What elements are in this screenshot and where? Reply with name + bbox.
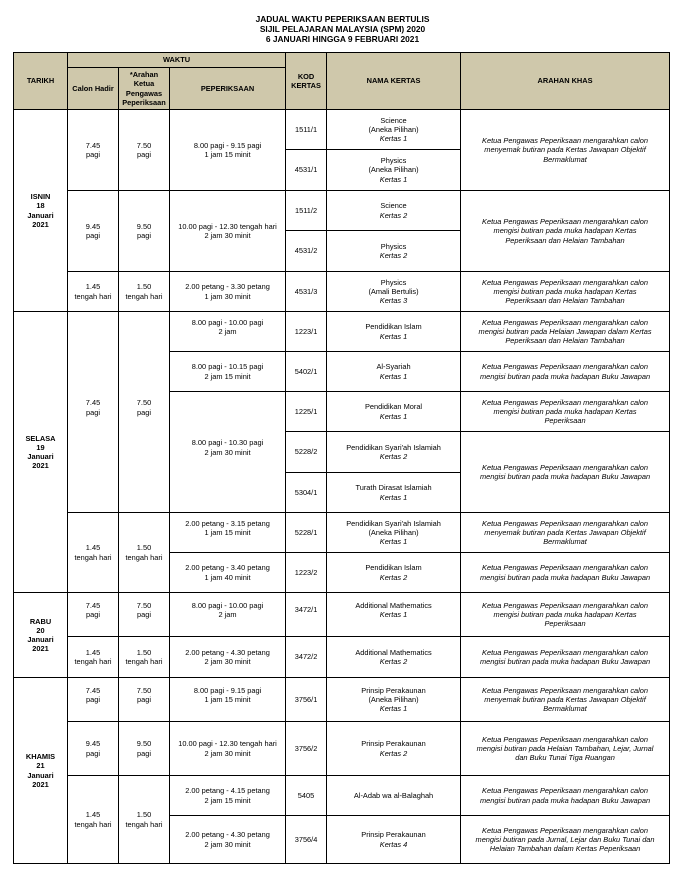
paper-code: 4531/2 — [286, 231, 327, 272]
session-duration: 2 jam 30 minit — [204, 748, 251, 758]
day-name: SELASA — [25, 433, 56, 443]
instruction-line: Bermaklumat — [543, 154, 587, 164]
paper-name-cell — [327, 110, 461, 150]
time-value: 1.45 — [85, 282, 101, 292]
paper-name-cell — [327, 272, 461, 312]
instruction-line: mengisi butiran pada Jurnal, Lejar dan Buku Tunai dan — [475, 834, 655, 844]
paper-name-cell — [327, 637, 461, 678]
paper-code — [286, 593, 327, 637]
day-cell-selasa — [14, 312, 68, 593]
session-range: 2.00 petang - 4.15 petang — [185, 786, 270, 796]
exam-session-cell — [170, 191, 286, 272]
instruction-line: Ketua Pengawas Peperiksaan mengarahkan calon — [482, 825, 649, 835]
instruction-line: mengisi butiran pada muka hadapan Buku Jawapan — [479, 472, 651, 481]
paper-name-note: (Amali Bertulis) — [368, 286, 419, 296]
col-header-arahan-ketua — [119, 68, 170, 110]
paper-number: Kertas 2 — [379, 251, 408, 260]
table-row — [14, 637, 670, 678]
arahan-ketua-cell — [119, 637, 170, 678]
calon-hadir-cell — [68, 776, 119, 864]
session-duration: 1 jam 15 minit — [204, 695, 251, 704]
table-row — [14, 312, 670, 352]
paper-code: 5304/1 — [286, 473, 327, 513]
time-value: 1.45 — [85, 543, 101, 553]
time-period: tengah hari — [125, 552, 163, 562]
paper-number: Kertas 1 — [379, 704, 408, 714]
instruction-line: menyemak butiran pada Kertas Jawapan Objektif — [484, 527, 646, 537]
paper-name-cell — [327, 150, 461, 191]
arahan-ketua-cell — [119, 191, 170, 272]
time-period: pagi — [137, 695, 151, 704]
paper-code: 3756/4 — [286, 816, 327, 864]
col-header-calon-hadir: Calon Hadir — [68, 68, 119, 110]
session-duration: 2 jam — [218, 327, 237, 336]
session-range: 2.00 petang - 4.30 petang — [185, 647, 270, 657]
paper-code: 1225/1 — [286, 392, 327, 432]
paper-name: Additional Mathematics — [355, 647, 432, 657]
paper-name: Prinsip Perakaunan — [361, 830, 426, 840]
paper-number: Kertas 1 — [379, 371, 408, 381]
paper-name-cell — [327, 231, 461, 272]
time-value: 9.50 — [136, 221, 152, 231]
instruction-cell — [461, 272, 670, 312]
paper-name-note: (Aneka Pilihan) — [368, 165, 419, 175]
instruction-line: Ketua Pengawas Peperiksaan mengarahkan calon — [482, 462, 649, 472]
paper-name: Pendidikan Islam — [365, 322, 422, 332]
time-value: 7.45 — [85, 600, 101, 610]
instruction-line: dan Buku Tunai Tiga Ruangan — [515, 753, 615, 763]
day-year: 2021 — [32, 219, 49, 229]
time-value: 1.50 — [136, 282, 152, 292]
arahan-ketua-cell — [119, 678, 170, 722]
session-range: 2.00 petang - 4.30 petang — [185, 830, 270, 840]
session-duration: 1 jam 30 minit — [204, 291, 251, 301]
paper-name-cell — [327, 191, 461, 231]
paper-name-cell — [327, 722, 461, 776]
time-value: 1.50 — [136, 647, 152, 657]
session-duration: 2 jam 15 minit — [204, 371, 251, 381]
paper-code-text: 3472/1 — [294, 605, 318, 615]
header-subtitle: SIJIL PELAJARAN MALAYSIA (SPM) 2020 — [259, 24, 426, 34]
calon-hadir-cell — [68, 110, 119, 191]
day-name: RABU — [29, 616, 52, 626]
calon-hadir-cell — [68, 191, 119, 272]
instruction-line: Ketua Pengawas Peperiksaan mengarahkan calon — [482, 136, 649, 146]
paper-name: Al-Adab wa al-Balaghah — [353, 790, 434, 800]
paper-name: Physics — [380, 156, 407, 166]
time-period: pagi — [86, 407, 100, 417]
paper-name-cell — [327, 312, 461, 352]
paper-code: 5405 — [286, 776, 327, 816]
exam-session-cell — [170, 637, 286, 678]
day-number: 18 — [36, 201, 45, 211]
instruction-line: Peperiksaan — [544, 619, 586, 629]
paper-name: Physics — [380, 241, 407, 251]
instruction-line: mengisi butiran pada muka hadapan Buku Jawapan — [479, 795, 651, 805]
instruction-line: Peperiksaan dan Helaian Tambahan — [505, 296, 625, 306]
exam-session-cell — [170, 593, 286, 637]
paper-name-cell — [327, 432, 461, 473]
instruction-line: Peperiksaan — [544, 416, 586, 426]
session-duration: 2 jam 30 minit — [204, 839, 251, 849]
instruction-line: Ketua Pengawas Peperiksaan mengarahkan calon — [482, 786, 649, 796]
time-value: 7.50 — [136, 398, 152, 408]
time-value: 1.45 — [85, 810, 101, 820]
document-header — [0, 14, 685, 44]
table-row — [14, 513, 670, 553]
time-period: tengah hari — [125, 819, 163, 829]
time-value: 1.50 — [136, 543, 152, 553]
time-value: 1.45 — [85, 647, 101, 657]
calon-hadir-cell — [68, 312, 119, 513]
day-cell-khamis — [14, 678, 68, 864]
time-period: pagi — [86, 610, 100, 619]
day-cell-rabu — [14, 593, 68, 678]
paper-code: 3756/2 — [286, 722, 327, 776]
paper-number: Kertas 2 — [379, 452, 408, 461]
session-duration: 1 jam 15 minit — [204, 528, 251, 537]
paper-name: Prinsip Perakaunan — [361, 685, 426, 695]
time-value: 9.50 — [136, 739, 152, 749]
instruction-line: mengisi butiran pada muka hadapan Buku Jawapan — [479, 371, 651, 381]
arahan-ketua-cell — [119, 593, 170, 637]
paper-number: Kertas 3 — [379, 296, 408, 306]
instruction-line: Ketua Pengawas Peperiksaan mengarahkan calon — [482, 647, 649, 657]
instruction-cell — [461, 392, 670, 432]
paper-name-note: (Aneka Pilihan) — [368, 694, 419, 704]
session-range: 8.00 pagi - 10.15 pagi — [191, 362, 264, 372]
time-value: 9.45 — [85, 739, 101, 749]
paper-code: 1223/2 — [286, 553, 327, 593]
col-header-arahan-khas: ARAHAN KHAS — [461, 53, 670, 110]
arahan-ketua-cell — [119, 776, 170, 864]
time-period: pagi — [86, 748, 100, 758]
time-period: pagi — [137, 610, 151, 619]
calon-hadir-cell — [68, 722, 119, 776]
instruction-cell — [461, 513, 670, 553]
col-header-peperiksaan: PEPERIKSAAN — [170, 68, 286, 110]
paper-number: Kertas 1 — [379, 174, 408, 184]
paper-code: 5228/1 — [286, 513, 327, 553]
day-number: 19 — [36, 442, 45, 452]
instruction-line: Ketua Pengawas Peperiksaan mengarahkan calon — [482, 518, 649, 528]
session-duration: 2 jam 30 minit — [204, 657, 251, 666]
paper-code: 5402/1 — [286, 352, 327, 392]
paper-number: Kertas 2 — [379, 748, 408, 758]
instruction-line: Ketua Pengawas Peperiksaan mengarahkan calon — [482, 362, 649, 372]
exam-session-cell — [170, 272, 286, 312]
calon-hadir-cell — [68, 513, 119, 593]
instruction-line: mengisi butiran pada Helaian Jawapan dalam Kertas — [478, 326, 652, 336]
session-range: 2.00 petang - 3.15 petang — [185, 518, 270, 528]
session-range: 8.00 pagi - 10.00 pagi — [191, 600, 264, 610]
time-period: pagi — [137, 231, 151, 240]
paper-name: Pendidikan Syari'ah Islamiah — [346, 518, 441, 528]
paper-name-cell — [327, 513, 461, 553]
instruction-line: mengisi butiran pada muka hadapan Kertas — [493, 609, 637, 619]
time-period: pagi — [137, 748, 151, 758]
col-header-arahan-ketua-line: Peperiksaan — [122, 97, 166, 107]
session-duration: 2 jam — [218, 610, 237, 619]
instruction-cell — [461, 432, 670, 513]
table-row — [14, 272, 670, 312]
day-name: KHAMIS — [25, 752, 56, 762]
day-month: Januari — [27, 210, 54, 220]
instruction-line: menyemak butiran pada Kertas Jawapan Objektif — [484, 694, 646, 704]
instruction-line: Ketua Pengawas Peperiksaan mengarahkan calon — [482, 600, 649, 610]
paper-code: 4531/3 — [286, 272, 327, 312]
paper-number: Kertas 1 — [379, 537, 408, 547]
session-range: 10.00 pagi - 12.30 tengah hari — [178, 221, 277, 231]
table-row — [14, 191, 670, 231]
time-period: pagi — [137, 150, 151, 159]
paper-code: 1511/1 — [286, 110, 327, 150]
session-duration: 1 jam 15 minit — [204, 150, 251, 159]
exam-session-cell — [170, 553, 286, 593]
paper-number: Kertas 1 — [379, 331, 408, 341]
paper-name-cell — [327, 776, 461, 816]
paper-name-cell — [327, 473, 461, 513]
arahan-ketua-cell — [119, 272, 170, 312]
exam-session-cell — [170, 816, 286, 864]
time-period: pagi — [86, 150, 100, 159]
col-header-arahan-ketua-line: *Arahan Ketua — [129, 70, 159, 89]
instruction-line: Ketua Pengawas Peperiksaan mengarahkan calon — [482, 317, 649, 327]
exam-session-cell — [170, 110, 286, 191]
paper-code: 3472/2 — [286, 637, 327, 678]
day-month: Januari — [27, 452, 54, 461]
session-range: 10.00 pagi - 12.30 tengah hari — [178, 739, 277, 749]
instruction-cell — [461, 352, 670, 392]
paper-number: Kertas 1 — [379, 411, 408, 421]
time-period: pagi — [86, 231, 100, 240]
instruction-cell — [461, 312, 670, 352]
time-value: 9.45 — [85, 221, 101, 231]
instruction-line: Bermaklumat — [543, 537, 587, 547]
session-range: 8.00 pagi - 10.00 pagi — [191, 317, 264, 327]
instruction-line: mengisi butiran pada muka hadapan Buku Jawapan — [479, 657, 651, 666]
paper-number: Kertas 2 — [379, 657, 408, 666]
instruction-cell — [461, 553, 670, 593]
exam-session-cell — [170, 776, 286, 816]
exam-session-cell — [170, 678, 286, 722]
paper-name: Pendidikan Syari'ah Islamiah — [346, 442, 441, 452]
session-duration: 1 jam 40 minit — [204, 572, 251, 582]
header-title: JADUAL WAKTU PEPERIKSAAN BERTULIS — [255, 14, 430, 24]
session-range: 8.00 pagi - 10.30 pagi — [191, 438, 264, 448]
paper-name: Turath Dirasat Islamiah — [355, 483, 432, 493]
col-header-kod-line: KOD — [297, 71, 315, 81]
day-month: Januari — [27, 635, 54, 644]
paper-name: Science — [380, 201, 407, 211]
col-header-kod-line: KERTAS — [291, 81, 321, 90]
instruction-line: Peperiksaan dan Helaian Tambahan — [505, 336, 625, 346]
session-duration: 2 jam 30 minit — [204, 447, 251, 457]
instruction-line: Bermaklumat — [543, 704, 587, 714]
time-period: pagi — [86, 695, 100, 704]
exam-session-cell — [170, 352, 286, 392]
day-cell-isnin — [14, 110, 68, 312]
instruction-line: menyemak butiran pada Kertas Jawapan Objektif — [484, 145, 646, 155]
instruction-line: mengisi butiran pada muka hadapan Kertas — [493, 406, 637, 416]
table-row — [14, 593, 670, 637]
instruction-line: mengisi butiran pada muka hadapan Kertas — [493, 286, 637, 296]
instruction-line: Ketua Pengawas Peperiksaan mengarahkan calon — [482, 734, 649, 744]
calon-hadir-cell — [68, 678, 119, 722]
paper-name: Science — [380, 115, 407, 125]
time-value: 7.50 — [136, 600, 152, 610]
paper-name: Al-Syariah — [376, 362, 411, 372]
arahan-ketua-cell — [119, 513, 170, 593]
col-header-kod — [286, 53, 327, 110]
arahan-ketua-cell — [119, 722, 170, 776]
session-range: 8.00 pagi - 9.15 pagi — [193, 140, 262, 150]
col-header-nama-kertas: NAMA KERTAS — [327, 53, 461, 110]
paper-name-cell — [327, 352, 461, 392]
paper-name-note: (Aneka Pilihan) — [368, 527, 419, 537]
paper-code: 1511/2 — [286, 191, 327, 231]
instruction-cell — [461, 776, 670, 816]
session-duration: 2 jam 30 minit — [204, 231, 251, 240]
col-header-arahan-ketua-line: Pengawas — [125, 88, 163, 98]
calon-hadir-cell — [68, 272, 119, 312]
paper-code: 4531/1 — [286, 150, 327, 191]
instruction-line: Ketua Pengawas Peperiksaan mengarahkan calon — [482, 397, 649, 407]
paper-number: Kertas 2 — [379, 572, 408, 582]
paper-number: Kertas 1 — [379, 492, 408, 502]
session-range: 2.00 petang - 3.30 petang — [185, 282, 270, 292]
time-value: 7.45 — [85, 398, 101, 408]
header-date-range: 6 JANUARI HINGGA 9 FEBRUARI 2021 — [265, 34, 420, 44]
day-year: 2021 — [32, 779, 49, 789]
day-month: Januari — [27, 770, 54, 780]
instruction-line: mengisi butiran pada muka hadapan Buku Jawapan — [479, 572, 651, 582]
time-period: tengah hari — [125, 657, 163, 666]
paper-name-cell — [327, 553, 461, 593]
instruction-line: Helaian Tambahan dalam Kertas Peperiksaan — [489, 844, 641, 854]
exam-session-cell — [170, 392, 286, 513]
table-row — [14, 110, 670, 150]
exam-session-cell — [170, 513, 286, 553]
paper-code: 3756/1 — [286, 678, 327, 722]
paper-name-cell — [327, 816, 461, 864]
instruction-cell — [461, 110, 670, 191]
day-year: 2021 — [32, 644, 49, 654]
time-period: pagi — [137, 407, 151, 417]
paper-name: Pendidikan Islam — [365, 563, 422, 573]
session-duration: 2 jam 15 minit — [204, 795, 251, 805]
paper-name-cell — [327, 392, 461, 432]
paper-code: 1223/1 — [286, 312, 327, 352]
paper-name-note: (Aneka Pilihan) — [368, 124, 419, 134]
instruction-line: mengisi butiran pada Helaian Tambahan, Lejar, Jurnal — [476, 743, 654, 753]
paper-name: Additional Mathematics — [355, 600, 432, 610]
exam-session-cell — [170, 722, 286, 776]
arahan-ketua-cell — [119, 110, 170, 191]
time-period: tengah hari — [74, 552, 112, 562]
instruction-line: mengisi butiran pada muka hadapan Kertas — [493, 226, 637, 236]
day-number: 20 — [36, 625, 45, 635]
time-period: tengah hari — [74, 819, 112, 829]
instruction-cell — [461, 593, 670, 637]
instruction-line: Ketua Pengawas Peperiksaan mengarahkan calon — [482, 217, 649, 227]
instruction-cell — [461, 191, 670, 272]
time-period: tengah hari — [74, 291, 112, 301]
instruction-line: Ketua Pengawas Peperiksaan mengarahkan calon — [482, 563, 649, 573]
instruction-cell — [461, 816, 670, 864]
session-range: 8.00 pagi - 9.15 pagi — [193, 685, 262, 695]
day-name: ISNIN — [30, 192, 51, 202]
exam-session-cell — [170, 312, 286, 352]
paper-number: Kertas 1 — [379, 134, 408, 144]
paper-name-cell — [327, 593, 461, 637]
instruction-cell — [461, 722, 670, 776]
paper-name: Pendidikan Moral — [364, 402, 423, 412]
table-row — [14, 776, 670, 816]
paper-name: Physics — [380, 277, 407, 287]
instruction-line: Ketua Pengawas Peperiksaan mengarahkan calon — [482, 277, 649, 287]
table-row — [14, 678, 670, 722]
instruction-cell — [461, 678, 670, 722]
paper-number: Kertas 4 — [379, 839, 408, 849]
time-value: 7.45 — [85, 685, 101, 695]
time-value: 7.50 — [136, 685, 152, 695]
day-year: 2021 — [32, 461, 49, 471]
paper-number: Kertas 2 — [379, 210, 408, 220]
calon-hadir-cell — [68, 593, 119, 637]
paper-code: 5228/2 — [286, 432, 327, 473]
calon-hadir-cell — [68, 637, 119, 678]
paper-name: Prinsip Perakaunan — [361, 739, 426, 749]
time-value: 1.50 — [136, 810, 152, 820]
timetable — [13, 52, 670, 864]
col-header-tarikh: TARIKH — [14, 53, 68, 110]
instruction-line: Peperiksaan dan Helaian Tambahan — [505, 235, 625, 245]
arahan-ketua-cell — [119, 312, 170, 513]
paper-number: Kertas 1 — [379, 610, 408, 619]
instruction-line: Ketua Pengawas Peperiksaan mengarahkan calon — [482, 685, 649, 695]
day-number: 21 — [36, 761, 45, 771]
time-value: 7.45 — [85, 140, 101, 150]
col-header-waktu: WAKTU — [68, 53, 286, 68]
time-period: tengah hari — [74, 657, 112, 666]
table-row — [14, 722, 670, 776]
paper-name-cell — [327, 678, 461, 722]
time-value: 7.50 — [136, 140, 152, 150]
session-range: 2.00 petang - 3.40 petang — [185, 563, 270, 573]
instruction-cell — [461, 637, 670, 678]
time-period: tengah hari — [125, 291, 163, 301]
